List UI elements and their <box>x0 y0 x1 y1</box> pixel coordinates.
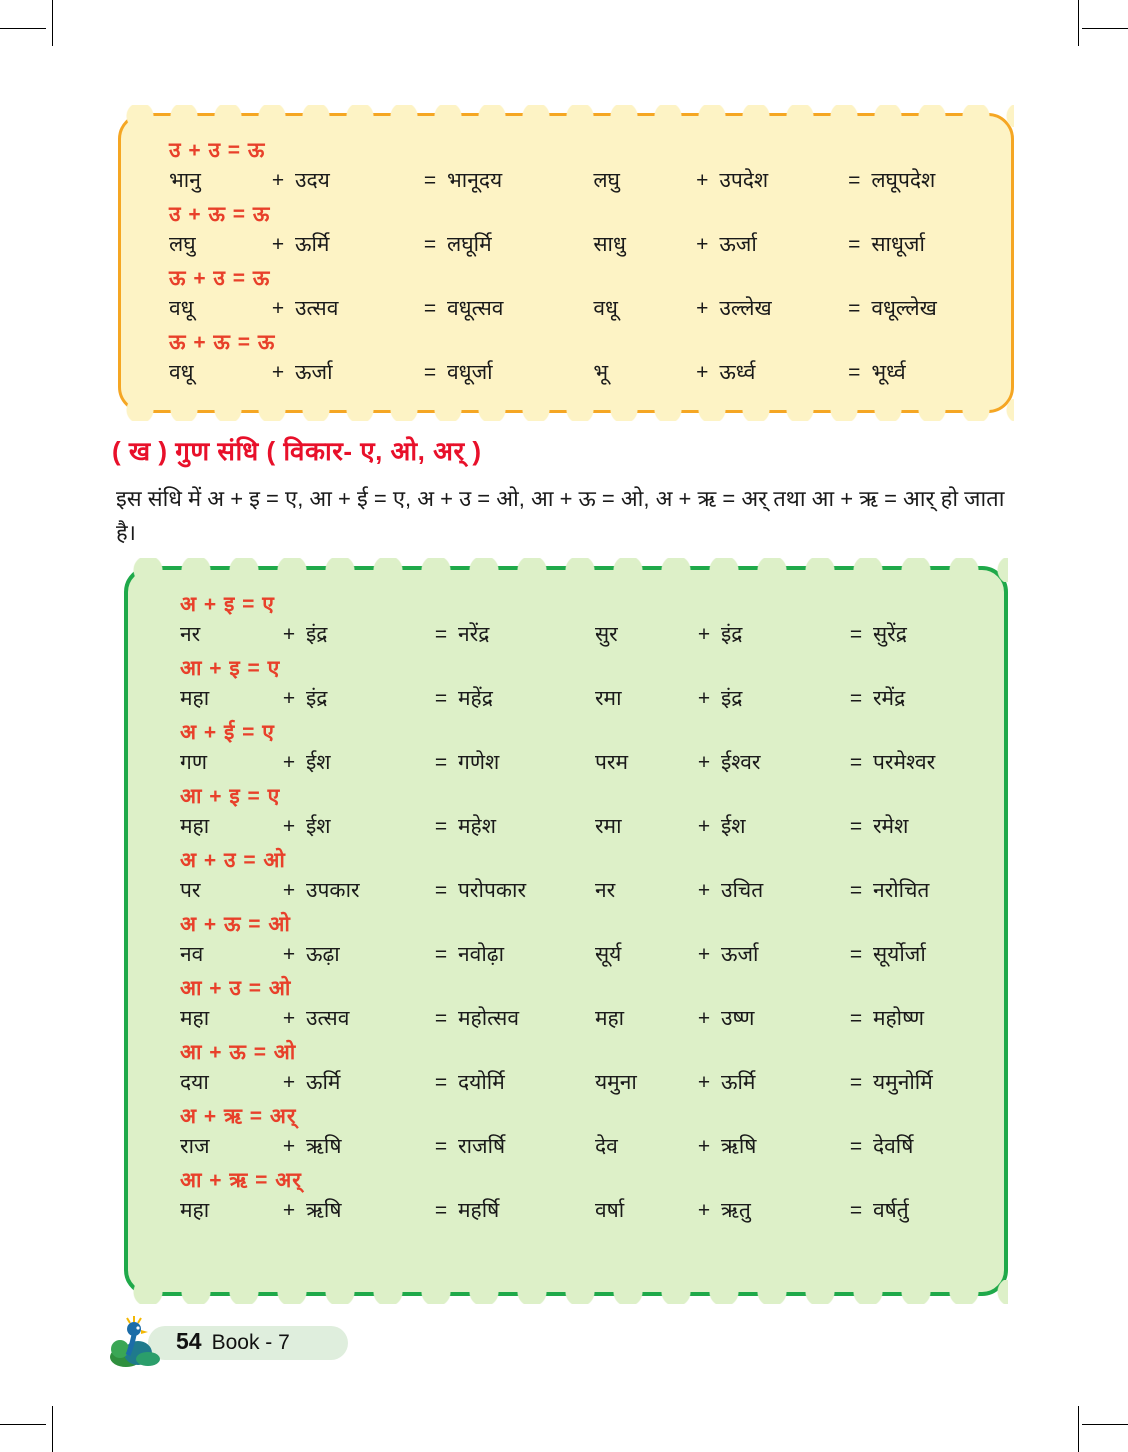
peacock-icon <box>108 1313 170 1369</box>
word-second: ऊर्मि <box>306 1071 341 1094</box>
plus-operator: + <box>271 361 285 384</box>
equals-operator: = <box>434 1071 448 1094</box>
sandhi-example-row <box>147 294 985 322</box>
word-second: उदय <box>295 169 330 192</box>
word-second: ऋषि <box>306 1199 342 1222</box>
page-footer <box>108 1318 290 1364</box>
word-first: महा <box>180 1007 210 1030</box>
plus-operator: + <box>282 943 296 966</box>
plus-operator: + <box>271 297 285 320</box>
sandhi-example-left <box>147 294 593 322</box>
plus-operator: + <box>282 687 296 710</box>
equals-operator: = <box>434 879 448 902</box>
equals-operator: = <box>849 815 863 838</box>
word-result: यमुनोर्मि <box>872 1071 933 1094</box>
word-result: महेंद्र <box>458 687 493 710</box>
plus-operator: + <box>697 943 711 966</box>
sandhi-examples-box-green <box>124 566 1008 1296</box>
word-first: दया <box>180 1071 209 1094</box>
sandhi-example-left <box>154 1196 595 1224</box>
sandhi-example-left <box>154 1068 595 1096</box>
word-result: रमेंद्र <box>872 687 906 710</box>
word-second: ऊर्जा <box>295 361 333 384</box>
word-second: ऋतु <box>720 1199 751 1222</box>
word-result: परमेश्वर <box>872 751 936 774</box>
sandhi-rule-heading: अ + ऊ = ओ <box>180 913 291 936</box>
equals-operator: = <box>849 687 863 710</box>
word-first: लघु <box>169 233 196 256</box>
plus-operator: + <box>697 1071 711 1094</box>
word-result: महोत्सव <box>458 1007 520 1030</box>
word-result: महेश <box>458 815 496 838</box>
equals-operator: = <box>434 623 448 646</box>
equals-operator: = <box>849 943 863 966</box>
word-result: राजर्षि <box>458 1135 506 1158</box>
sandhi-example-right <box>595 1004 978 1032</box>
sandhi-example-right <box>595 748 978 776</box>
equals-operator: = <box>423 297 437 320</box>
plus-operator: + <box>697 687 711 710</box>
equals-operator: = <box>849 879 863 902</box>
word-second: इंद्र <box>306 687 328 710</box>
sandhi-example-left <box>154 812 595 840</box>
plus-operator: + <box>282 1007 296 1030</box>
sandhi-example-left <box>154 1132 595 1160</box>
word-second: उचित <box>720 879 764 902</box>
sandhi-example-row <box>154 812 978 840</box>
word-second: उपदेश <box>719 169 769 192</box>
sandhi-rule-heading: उ + ऊ = ऊ <box>169 203 271 226</box>
plus-operator: + <box>282 815 296 838</box>
word-second: ऊर्मि <box>295 233 330 256</box>
plus-operator: + <box>697 623 711 646</box>
word-first: यमुना <box>594 1071 637 1094</box>
sandhi-example-right <box>595 1068 978 1096</box>
word-second: ऊढ़ा <box>306 943 340 966</box>
word-first: वधू <box>169 361 194 384</box>
equals-operator: = <box>423 361 437 384</box>
sandhi-example-row <box>154 1068 978 1096</box>
word-first: रमा <box>594 687 622 710</box>
sandhi-rule-heading: अ + ई = ए <box>180 721 275 744</box>
word-first: भू <box>593 361 609 384</box>
word-result: देवर्षि <box>872 1135 914 1158</box>
word-second: ऊर्ध्व <box>719 361 756 384</box>
sandhi-example-right <box>595 876 978 904</box>
word-second: ऊर्मि <box>720 1071 756 1094</box>
sandhi-example-row <box>154 1196 978 1224</box>
word-result: वधूर्जा <box>447 361 493 384</box>
word-second: उपकार <box>306 879 360 902</box>
word-result: दयोर्मि <box>458 1071 505 1094</box>
plus-operator: + <box>696 297 709 320</box>
equals-operator: = <box>849 623 863 646</box>
plus-operator: + <box>271 169 285 192</box>
sandhi-example-left <box>147 230 593 258</box>
word-second: इंद्र <box>720 687 743 710</box>
equals-operator: = <box>848 361 861 384</box>
sandhi-example-left <box>154 684 595 712</box>
plus-operator: + <box>697 1007 711 1030</box>
word-first: रमा <box>594 815 622 838</box>
word-second: ईश <box>306 815 331 838</box>
sandhi-example-row <box>147 230 985 258</box>
word-result: भूर्ध्व <box>871 361 906 384</box>
word-second: इंद्र <box>306 623 328 646</box>
section-paragraph: इस संधि में अ + इ = ए, आ + ई = ए, अ + उ = ओ, आ + ऊ = ओ, अ + ऋ = अर् तथा आ + ऋ = आर् हो जाता है। <box>116 486 1005 545</box>
word-result: वधूल्लेख <box>871 297 937 320</box>
equals-operator: = <box>848 297 861 320</box>
word-second: ईश <box>306 751 331 774</box>
sandhi-example-right <box>595 1132 978 1160</box>
word-result: महोष्ण <box>872 1007 925 1030</box>
plus-operator: + <box>282 1135 296 1158</box>
sandhi-rule-heading: अ + ऋ = अर् <box>180 1105 297 1128</box>
equals-operator: = <box>849 751 863 774</box>
equals-operator: = <box>434 815 448 838</box>
sandhi-example-row <box>154 1004 978 1032</box>
plus-operator: + <box>696 233 709 256</box>
word-second: ऋषि <box>720 1135 757 1158</box>
word-result: वधूत्सव <box>447 297 504 320</box>
word-second: ईश्वर <box>720 751 761 774</box>
word-result: रमेश <box>872 815 909 838</box>
sandhi-example-left <box>147 358 593 386</box>
sandhi-example-right <box>595 940 978 968</box>
equals-operator: = <box>423 233 437 256</box>
word-second: ईश <box>720 815 746 838</box>
plus-operator: + <box>282 751 296 774</box>
word-result: लघूपदेश <box>871 169 936 192</box>
equals-operator: = <box>423 169 437 192</box>
equals-operator: = <box>434 943 448 966</box>
sandhi-rule-heading: आ + इ = ए <box>180 785 281 808</box>
word-result: सूर्योर्जा <box>872 943 926 966</box>
word-first: राज <box>180 1135 210 1158</box>
sandhi-example-row <box>147 358 985 386</box>
page-number: 54 <box>176 1327 202 1354</box>
word-result: नरोचित <box>872 879 930 902</box>
word-second: उल्लेख <box>719 297 772 320</box>
word-second: उष्ण <box>720 1007 755 1030</box>
sandhi-example-right <box>593 166 985 194</box>
equals-operator: = <box>849 1135 863 1158</box>
word-result: परोपकार <box>458 879 527 902</box>
sandhi-example-left <box>154 620 595 648</box>
word-first: साधु <box>593 233 626 256</box>
word-result: गणेश <box>458 751 500 774</box>
word-first: नर <box>180 623 201 646</box>
word-first: महा <box>594 1007 625 1030</box>
sandhi-example-right <box>595 812 978 840</box>
word-first: परम <box>594 751 629 774</box>
word-result: लघूर्मि <box>447 233 492 256</box>
sandhi-example-row <box>154 876 978 904</box>
equals-operator: = <box>434 1135 448 1158</box>
sandhi-example-right <box>593 358 985 386</box>
plus-operator: + <box>697 1199 711 1222</box>
word-second: ऋषि <box>306 1135 342 1158</box>
equals-operator: = <box>849 1199 863 1222</box>
sandhi-rule-heading: ऊ + उ = ऊ <box>169 267 271 290</box>
sandhi-example-left <box>154 1004 595 1032</box>
sandhi-example-right <box>595 620 978 648</box>
sandhi-example-right <box>593 230 985 258</box>
word-first: नर <box>594 879 616 902</box>
equals-operator: = <box>434 1199 448 1222</box>
plus-operator: + <box>697 1135 711 1158</box>
word-result: महर्षि <box>458 1199 500 1222</box>
sandhi-rule-heading: आ + ऋ = अर् <box>180 1169 302 1192</box>
sandhi-example-row <box>154 940 978 968</box>
sandhi-example-row <box>147 166 985 194</box>
plus-operator: + <box>282 879 296 902</box>
equals-operator: = <box>434 1007 448 1030</box>
word-first: वधू <box>593 297 618 320</box>
book-label: Book - 7 <box>211 1330 290 1354</box>
word-result: भानूदय <box>447 169 503 192</box>
word-second: इंद्र <box>720 623 743 646</box>
sandhi-example-row <box>154 748 978 776</box>
word-second: ऊर्जा <box>719 233 757 256</box>
word-first: महा <box>180 815 210 838</box>
sandhi-example-left <box>154 748 595 776</box>
sandhi-example-left <box>154 940 595 968</box>
sandhi-rule-heading: ऊ + ऊ = ऊ <box>169 331 276 354</box>
sandhi-example-row <box>154 1132 978 1160</box>
plus-operator: + <box>696 361 709 384</box>
word-second: ऊर्जा <box>720 943 759 966</box>
equals-operator: = <box>434 751 448 774</box>
sandhi-example-row <box>154 684 978 712</box>
sandhi-rule-heading: अ + इ = ए <box>180 593 275 616</box>
word-result: वर्षर्तु <box>872 1199 909 1222</box>
sandhi-example-right <box>593 294 985 322</box>
sandhi-rule-heading: अ + उ = ओ <box>180 849 286 872</box>
sandhi-example-right <box>595 684 978 712</box>
word-second: उत्सव <box>295 297 339 320</box>
equals-operator: = <box>849 1007 863 1030</box>
plus-operator: + <box>282 1199 296 1222</box>
word-first: महा <box>180 1199 210 1222</box>
word-first: भानु <box>169 169 201 192</box>
word-first: सूर्य <box>594 943 622 966</box>
sandhi-rule-heading: आ + उ = ओ <box>180 977 292 1000</box>
word-result: सुरेंद्र <box>872 623 907 646</box>
word-first: गण <box>180 751 208 774</box>
equals-operator: = <box>434 687 448 710</box>
plus-operator: + <box>271 233 285 256</box>
sandhi-rule-heading: उ + उ = ऊ <box>169 139 266 162</box>
equals-operator: = <box>849 1071 863 1094</box>
word-second: उत्सव <box>306 1007 350 1030</box>
word-first: पर <box>180 879 201 902</box>
sandhi-rule-heading: आ + इ = ए <box>180 657 281 680</box>
plus-operator: + <box>697 815 711 838</box>
word-first: लघु <box>593 169 620 192</box>
word-first: वर्षा <box>594 1199 625 1222</box>
plus-operator: + <box>697 751 711 774</box>
word-result: नरेंद्र <box>458 623 490 646</box>
word-first: वधू <box>169 297 194 320</box>
section-heading-guna-sandhi: ( ख ) गुण संधि ( विकार- ए, ओ, अर् ) <box>112 436 482 466</box>
word-first: सुर <box>594 623 618 646</box>
sandhi-rule-heading: आ + ऊ = ओ <box>180 1041 297 1064</box>
plus-operator: + <box>697 879 711 902</box>
equals-operator: = <box>848 233 861 256</box>
equals-operator: = <box>848 169 861 192</box>
plus-operator: + <box>282 623 296 646</box>
sandhi-example-left <box>154 876 595 904</box>
word-result: नवोढ़ा <box>458 943 505 966</box>
word-first: नव <box>180 943 204 966</box>
word-first: महा <box>180 687 210 710</box>
word-result: साधूर्जा <box>871 233 925 256</box>
sandhi-example-left <box>147 166 593 194</box>
plus-operator: + <box>282 1071 296 1094</box>
sandhi-example-right <box>595 1196 978 1224</box>
plus-operator: + <box>696 169 709 192</box>
sandhi-examples-box-yellow <box>118 113 1014 413</box>
sandhi-example-row <box>154 620 978 648</box>
word-first: देव <box>594 1135 618 1158</box>
